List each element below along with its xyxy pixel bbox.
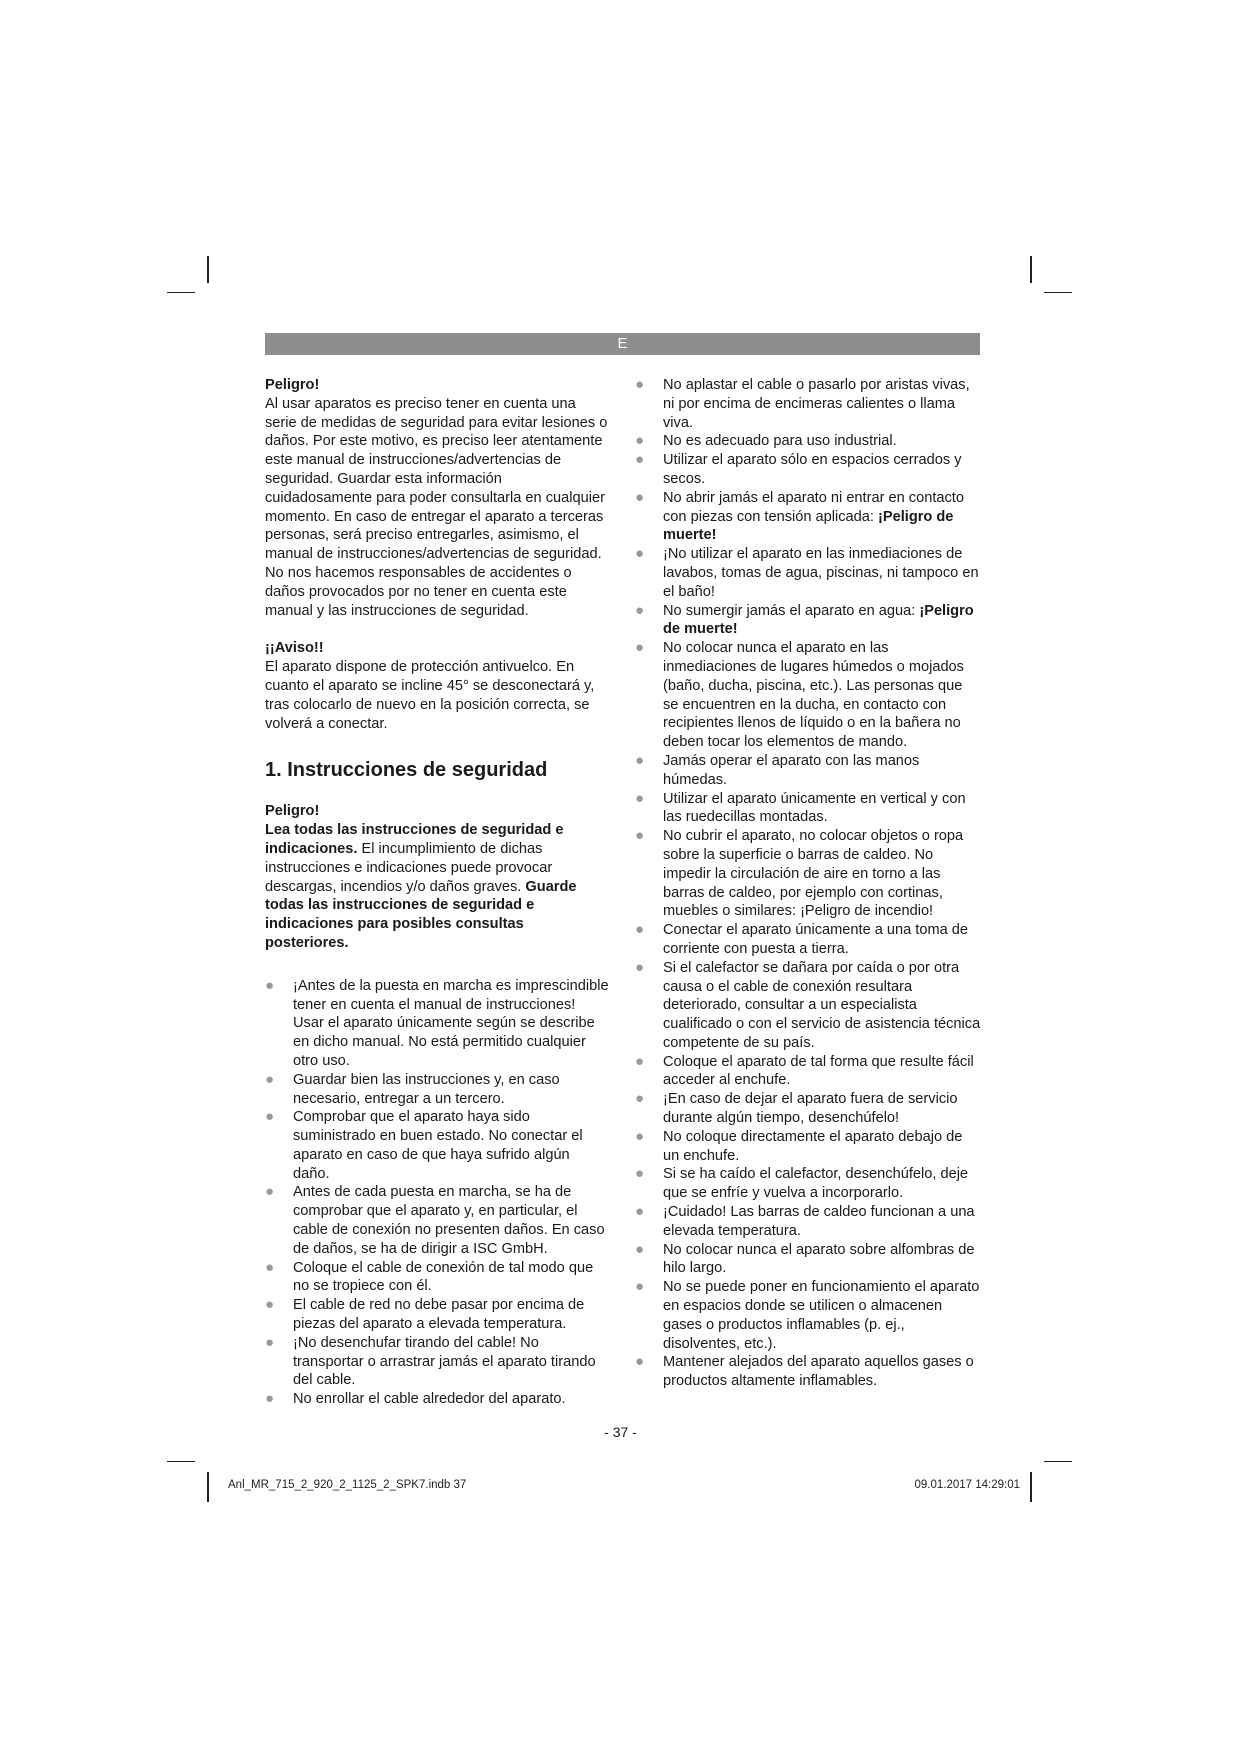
bullet-icon: ●: [635, 545, 645, 563]
intro-bold-2: Guarde todas las instrucciones de seguridad e indicaciones para posibles consultas posteriores.: [265, 878, 577, 951]
crop-mark: [1044, 1461, 1072, 1462]
bullet-icon: ●: [635, 789, 645, 807]
bullet-icon: ●: [635, 1353, 645, 1371]
warning-text: El aparato dispone de protección antivuelco. En cuanto el aparato se incline 45° se desconectará y, tras colocarlo de nuevo en la posición correcta, se volverá a conectar.: [265, 659, 595, 732]
list-item: ● ¡En caso de dejar el aparato fuera de servicio durante algún tiempo, desenchúfelo!: [635, 1090, 958, 1127]
list-item: ● Coloque el cable de conexión de tal modo que no se tropiece con él.: [265, 1258, 594, 1295]
bullet-icon: ●: [265, 1390, 275, 1408]
list-item: ● Si el calefactor se dañara por caída o por otra causa o el cable de conexión resultara deteriorado, consultar a un especialista cualificado o con el servicio de asistencia técnica competente de su país.: [635, 958, 981, 1051]
list-item: ● Utilizar el aparato únicamente en vertical y con las ruedecillas montadas.: [635, 789, 966, 826]
intro-text: El incumplimiento de dichas instrucciones e indicaciones puede provocar descargas, incendios y/o daños graves.: [265, 840, 553, 895]
list-item: ● Coloque el aparato de tal forma que resulte fácil acceder al enchufe.: [635, 1052, 974, 1089]
bullet-icon: ●: [265, 1183, 275, 1201]
intro-bold-1: Lea todas las instrucciones de seguridad e indicaciones.: [265, 822, 564, 857]
bullet-icon: ●: [265, 1258, 275, 1276]
intro-paragraph: [265, 821, 610, 953]
bullet-icon: ●: [635, 1203, 645, 1221]
list-item: ● No cubrir el aparato, no colocar objetos o ropa sobre la superficie o barras de caldeo. No impedir la circulación de aire en torno a las barras de caldeo, por ejemplo con cortinas, muebles o similares: ¡Peligro de incendio!: [635, 827, 964, 920]
bullet-icon: ●: [635, 1240, 645, 1258]
list-item: ● No colocar nunca el aparato en las inmediaciones de lugares húmedos o mojados (baño, ducha, piscina, etc.). Las personas que se encuentren en la ducha, en contacto con recipientes llenos de líquido o en la bañera no deben tocar los elementos de mando.: [635, 639, 964, 751]
bullet-icon: ●: [265, 976, 275, 994]
danger-text: Al usar aparatos es preciso tener en cuenta una serie de medidas de seguridad para evitar lesiones o daños. Por este motivo, es preciso leer atentamente este manual de instrucciones/advertencias de seguridad. Guardar esta información cuidadosamente para poder consultarla en cualquier momento. En caso de entregar el aparato a terceras personas, será preciso entregarles, asimismo, el manual de instrucciones/advertencias de seguridad. No nos hacemos responsables de accidentes o daños provocados por no tener en cuenta este manual y las instrucciones de seguridad.: [265, 395, 608, 619]
list-item: ● El cable de red no debe pasar por encima de piezas del aparato a elevada temperatura.: [265, 1296, 585, 1333]
list-item: ● Utilizar el aparato sólo en espacios cerrados y secos.: [635, 451, 962, 487]
bullet-icon: ●: [265, 1070, 275, 1088]
bullet-icon: ●: [265, 1333, 275, 1351]
crop-mark: [207, 256, 209, 283]
list-item: ● ¡Antes de la puesta en marcha es imprescindible tener en cuenta el manual de instrucciones! Usar el aparato únicamente según se describe en dicho manual. No está permitido cualquier otro uso.: [265, 976, 609, 1069]
bullet-icon: ●: [635, 451, 645, 469]
footer-filename: Anl_MR_715_2_920_2_1125_2_SPK7.indb 37: [228, 1479, 467, 1491]
crop-mark: [167, 1461, 195, 1462]
right-column: [635, 376, 981, 1391]
bullet-icon: ●: [635, 376, 645, 393]
list-item: ● No enrollar el cable alrededor del aparato.: [265, 1390, 566, 1408]
page-number: - 37 -: [604, 1424, 637, 1440]
bullet-icon: ●: [635, 639, 645, 657]
list-item: ● Si se ha caído el calefactor, desenchúfelo, deje que se enfríe y vuelva a incorporarlo.: [635, 1165, 969, 1202]
warning-heading: ¡¡Aviso!!: [265, 640, 324, 657]
bullet-icon: ●: [635, 432, 645, 450]
list-item: ● No se puede poner en funcionamiento el aparato en espacios donde se utilicen o almacenen gases o productos inflamables (p. ej., disolventes, etc.).: [635, 1278, 980, 1352]
section-title: 1. Instrucciones de seguridad: [265, 759, 548, 782]
bullet-icon: ●: [635, 1127, 645, 1145]
bullet-icon: ●: [635, 1090, 645, 1108]
bullet-icon: ●: [635, 751, 645, 769]
bullet-icon: ●: [635, 1052, 645, 1070]
list-item: ● Conectar el aparato únicamente a una toma de corriente con puesta a tierra.: [635, 921, 969, 957]
footer-timestamp: 09.01.2017 14:29:01: [914, 1479, 1020, 1491]
bullet-icon: ●: [635, 827, 645, 845]
list-item: ● No es adecuado para uso industrial.: [635, 432, 897, 450]
crop-mark: [167, 292, 195, 293]
list-item: ● ¡No utilizar el aparato en las inmediaciones de lavabos, tomas de agua, piscinas, ni tampoco en el baño!: [635, 545, 979, 600]
crop-mark: [207, 1472, 209, 1502]
list-item: ● No abrir jamás el aparato ni entrar en contacto con piezas con tensión aplicada: ¡Peligro de muerte!: [635, 488, 964, 544]
list-item: ● Comprobar que el aparato haya sido suministrado en buen estado. No conectar el aparato en caso de que haya sufrido algún daño.: [265, 1108, 583, 1182]
list-item: ● ¡Cuidado! Las barras de caldeo funcionan a una elevada temperatura.: [635, 1203, 975, 1239]
bullet-icon: ●: [265, 1296, 275, 1314]
bullet-icon: ●: [635, 1278, 645, 1296]
language-code: E: [617, 335, 628, 352]
list-item: ● No aplastar el cable o pasarlo por aristas vivas, ni por encima de encimeras calientes o llama viva.: [635, 376, 970, 431]
bullet-icon: ●: [265, 1108, 275, 1126]
crop-mark: [1030, 1472, 1032, 1502]
bullet-icon: ●: [635, 601, 645, 619]
list-item: ● Mantener alejados del aparato aquellos gases o productos altamente inflamables.: [635, 1353, 974, 1390]
list-item: ● No sumergir jamás el aparato en agua: ¡Peligro de muerte!: [635, 601, 974, 638]
safety-list-left: [265, 977, 610, 1409]
list-item: ● No coloque directamente el aparato debajo de un enchufe.: [635, 1127, 963, 1164]
bullet-icon: ●: [635, 921, 645, 939]
list-item: ● Jamás operar el aparato con las manos húmedas.: [635, 751, 920, 788]
language-header-bar: [265, 333, 980, 355]
list-item: ● Antes de cada puesta en marcha, se ha de comprobar que el aparato y, en particular, el cable de conexión no presenten daños. En caso de daños, se ha de dirigir a ISC GmbH.: [265, 1183, 605, 1257]
list-item: ● Guardar bien las instrucciones y, en caso necesario, entregar a un tercero.: [265, 1070, 560, 1107]
bullet-icon: ●: [635, 958, 645, 976]
crop-mark: [1044, 292, 1072, 293]
bullet-icon: ●: [635, 488, 645, 506]
bullet-icon: ●: [635, 1165, 645, 1183]
crop-mark: [1030, 256, 1032, 283]
list-item: ● ¡No desenchufar tirando del cable! No transportar o arrastrar jamás el aparato tirando del cable.: [265, 1333, 596, 1389]
danger-heading-2: Peligro!: [265, 803, 320, 820]
danger-heading: Peligro!: [265, 377, 320, 393]
list-item: ● No colocar nunca el aparato sobre alfombras de hilo largo.: [635, 1240, 975, 1277]
safety-list-right: [635, 376, 981, 1391]
left-column: [265, 376, 610, 1409]
